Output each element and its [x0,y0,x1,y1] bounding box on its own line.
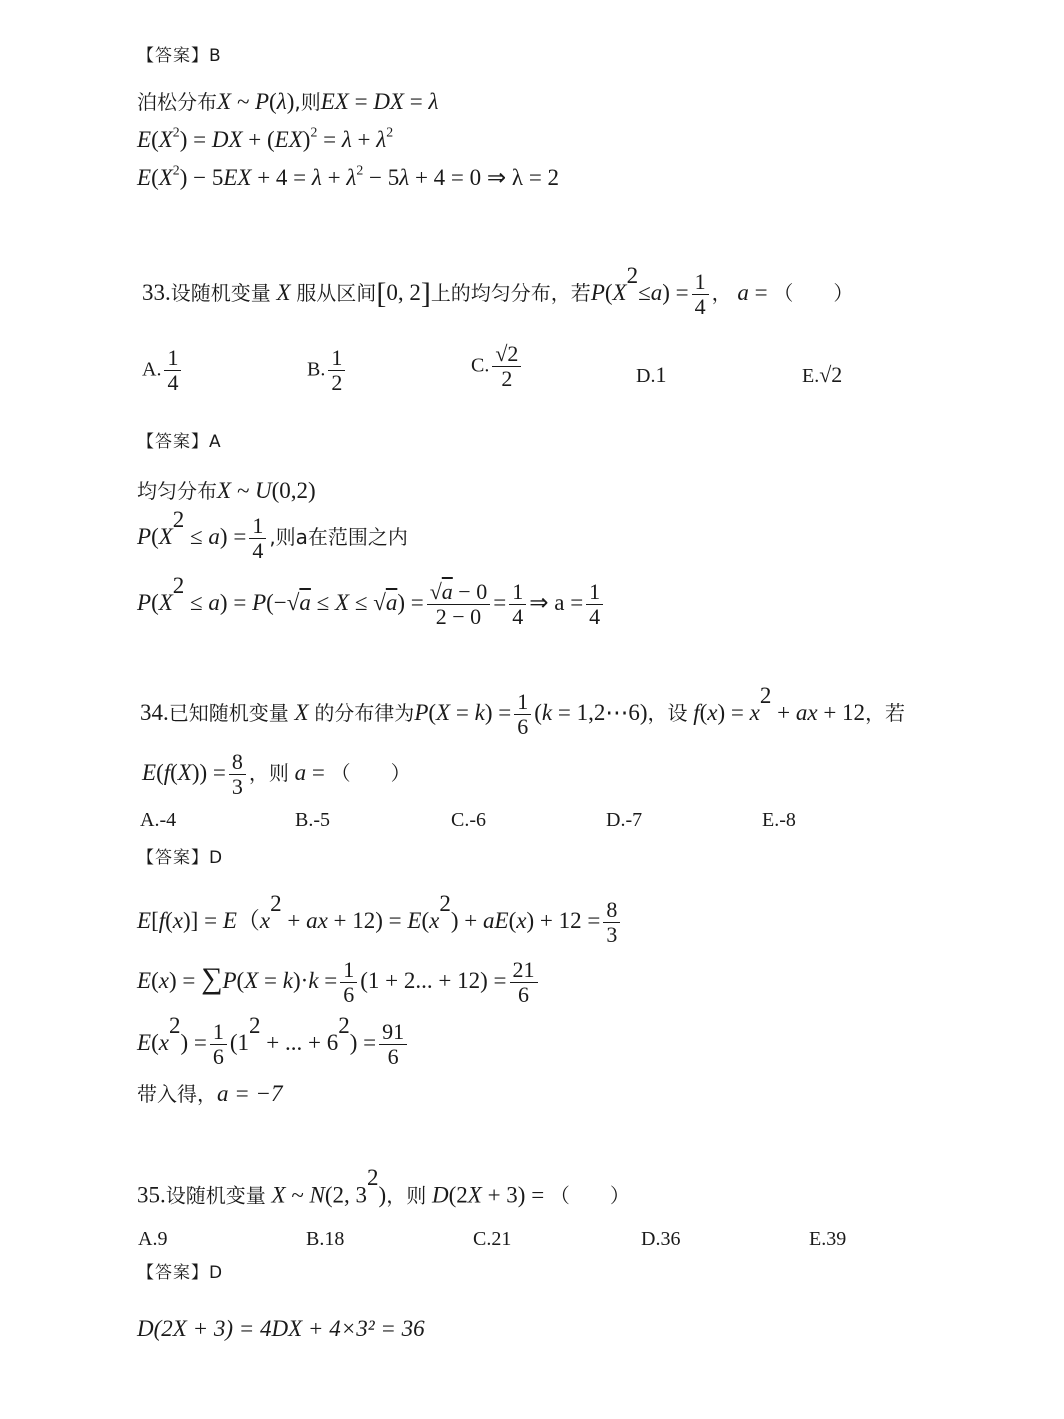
q32-solution-line-2: $E(X^2)$ = DX + $(EX)^2 = \lambda + \lambda^2$ [137,124,394,152]
q33-solution-line-3: $P(X^2 \le a) = P(-√a \le X \le √a)$ = $\frac{√a - 0}{2 - 0}$ = $\frac{1}{4}$ ⇒ a = $\frac{1}{4}$ [137,580,606,629]
solution-text: 均匀分布 [137,479,217,503]
q34-answer [137,850,223,867]
option-den: 4 [167,370,179,396]
option-den: 2 [501,366,513,392]
option-num: 1 [164,346,181,371]
q32-result: ⇒ λ = 2 [486,165,560,190]
stem-text: ，则 [386,1183,427,1208]
answer-letter: A [209,432,222,452]
q33-option-b [307,346,348,395]
option-num: √2 [492,342,521,367]
q35-option-c: C.21 [473,1228,512,1250]
q33-option-d [636,362,666,388]
q33-option-a [142,346,184,395]
stem-text: 服从区间 [296,281,377,306]
q32-solution-line-3: $E(X^2) - 5EX + 4 = \lambda + \lambda^2 - 5\lambda + 4 = 0$ ⇒ λ = 2 [137,162,560,190]
q33-solution-line-2: $P(X^2 \le a)$ = $\frac{1}{4}$ ,则a在范围之内 [137,506,408,564]
q33-option-e [802,362,842,388]
q34-option-b: B.-5 [295,809,330,831]
question-number: 34. [140,700,169,726]
q34-option-e: E.-8 [762,809,796,831]
option-num: 1 [328,346,345,371]
q34-solution-line-3: $E(x^2)$ = $\frac{1}{6}$ ($1^2$ + ... + $6^2$) = $\frac{91}{6}$ [137,1020,410,1069]
option-letter: E. [802,365,820,387]
stem-text: 设随机变量 [170,281,271,306]
solution-result: a = −7 [217,1081,283,1106]
q33-solution-line-1: 均匀分布X ~ U(0,2) [137,478,316,503]
stem-text: 的分布律为 [314,701,415,726]
q32-solution-line-1: 泊松分布X ~ P(λ),则EX = DX = λ [137,89,439,114]
q35-solution: D(2X + 3) = 4DX + 4×3² = 36 [137,1316,425,1341]
solution-text: 泊松分布 [137,90,217,114]
option-letter: B. [307,358,326,381]
solution-text: ,则 [294,90,321,114]
q35-answer [137,1265,223,1282]
question-number: 33. [142,280,171,306]
solution-text: 带入得， [137,1082,217,1106]
answer-blank: （ ） [773,281,854,306]
q34-option-c: C.-6 [451,809,486,831]
q33-stem: 33.设随机变量 X 服从区间[0, 2]上的均匀分布，若$P(X^2\le a)$ = $\frac{1}{4}$ ， a = （ ） [142,262,854,320]
stem-text: ，若 [865,701,906,726]
answer-label: 【答案】 [137,46,209,66]
stem-text: 已知随机变量 [168,701,289,726]
q32-answer [137,48,222,65]
answer-label: 【答案】 [137,848,209,868]
stem-text: ，设 [647,701,688,726]
answer-label: 【答案】 [137,432,209,452]
stem-text: 设随机变量 [165,1183,266,1208]
option-letter: D. [636,365,656,387]
q33-option-c [471,342,524,391]
stem-text: 上的均匀分布，若 [430,281,591,306]
answer-blank: （ ） [549,1183,630,1208]
solution-text: ,则a在范围之内 [269,525,408,550]
q33-answer [137,434,222,451]
answer-letter: D [209,848,224,868]
solution-result: a = [554,590,584,616]
answer-letter: D [209,1263,224,1283]
q34-option-d: D.-7 [606,809,643,831]
q35-option-a: A.9 [138,1228,168,1250]
q34-solution-line-2: E(x) = ∑P(X = k)·k = $\frac{1}{6}$ (1 + 2... + 12) = $\frac{21}{6}$ [137,958,541,1007]
q34-option-a: A.-4 [140,809,177,831]
option-letter: A. [142,358,162,381]
q35-option-b: B.18 [306,1228,345,1250]
q35-option-d: D.36 [641,1228,681,1250]
stem-text: ， [711,281,732,306]
option-den: 2 [331,370,343,396]
option-value: 1 [655,362,667,387]
answer-letter: B [209,46,222,66]
q34-conclusion [137,1082,283,1105]
q35-stem: 35.设随机变量 X ~ N(2, $3^2$)，则 D(2X + 3) = （ ） [137,1165,630,1208]
q34-stem-line-1: 34.已知随机变量 X 的分布律为P(X = k) = $\frac{1}{6}$ (k = 1,2⋯6)，设 $f(x) = x^2$ + ax + 12，若 [140,682,906,740]
answer-label: 【答案】 [137,1263,209,1283]
answer-blank: （ ） [330,761,411,786]
option-letter: C. [471,354,490,377]
q34-stem-line-2: E(f(X)) = $\frac{8}{3}$ ，则 a = （ ） [142,749,411,800]
stem-text: ，则 [248,761,289,786]
q35-option-e: E.39 [809,1228,847,1250]
q34-solution-line-1: $E[f(x)] = E(x^2$ + ax + $12) = E(x^2) + aE(x) + 12$ = $\frac{8}{3}$ [137,898,623,947]
option-value: √2 [819,362,843,387]
question-number: 35. [137,1182,166,1208]
